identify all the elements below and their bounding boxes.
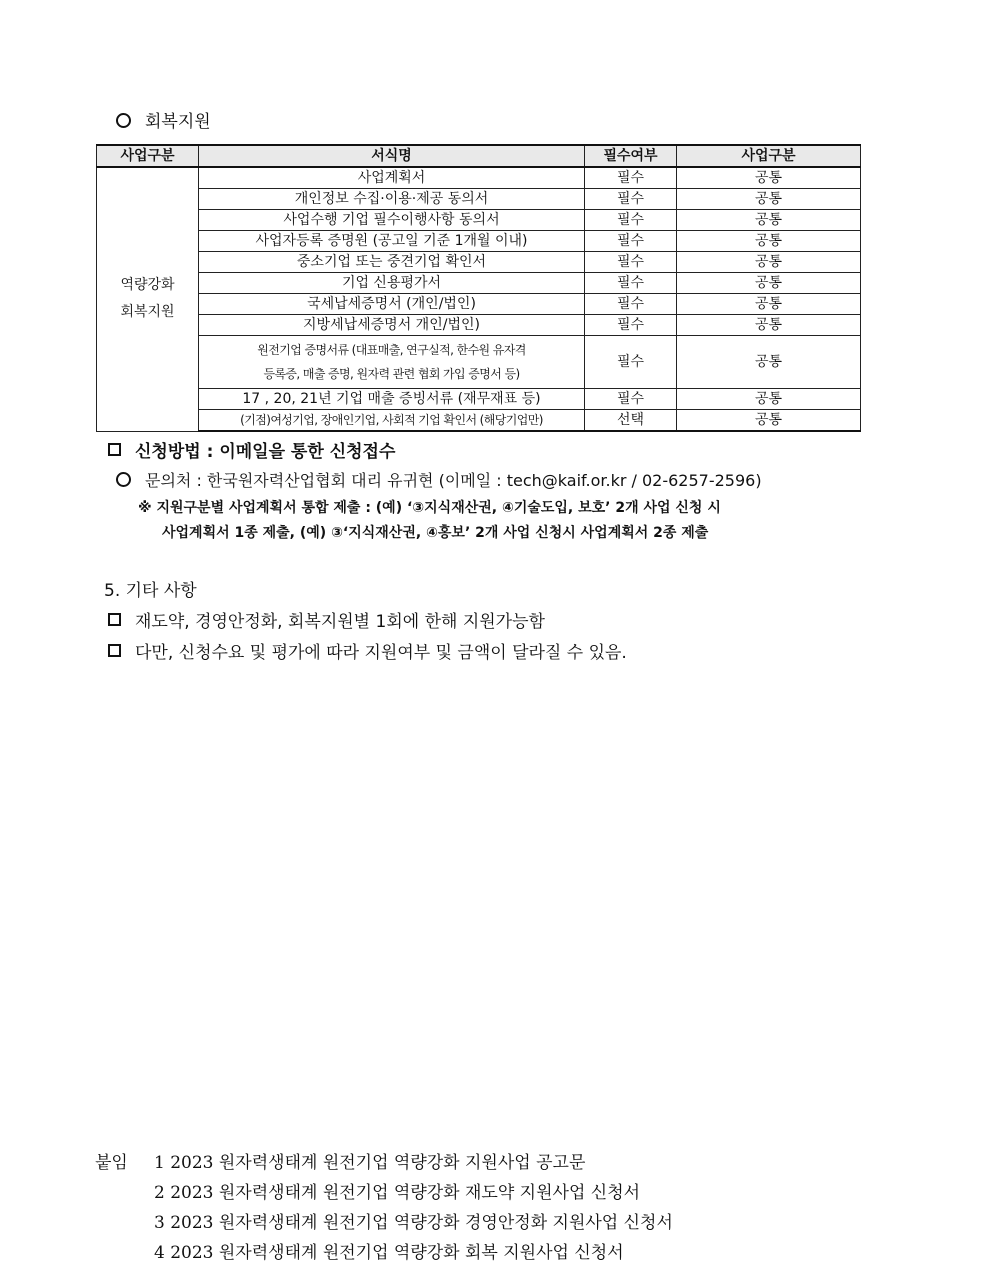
application-method-text: 신청방법 : 이메일을 통한 신청접수 <box>135 442 396 462</box>
table-row <box>97 410 861 432</box>
business-type: 공통 <box>677 189 861 210</box>
section-heading <box>116 107 211 132</box>
category-line: 회복지원 <box>120 304 175 321</box>
table-row <box>97 389 861 410</box>
section5-bullet <box>108 638 627 663</box>
table-row <box>97 167 861 189</box>
business-type: 공통 <box>677 410 861 432</box>
business-type: 공통 <box>677 294 861 315</box>
section5-bullet-text: 다만, 신청수요 및 평가에 따라 지원여부 및 금액이 달라질 수 있음. <box>135 643 627 663</box>
required-flag: 필수 <box>585 210 677 231</box>
form-name: 사업계획서 <box>199 167 585 189</box>
section5-title: 5. 기타 사항 <box>104 581 197 601</box>
form-name: 국세납세증명서 (개인/법인) <box>199 294 585 315</box>
required-flag: 필수 <box>585 336 677 389</box>
section5-bullet <box>108 607 545 632</box>
form-name: 사업수행 기업 필수이행사항 동의서 <box>199 210 585 231</box>
category-line: 역량강화 <box>120 277 175 294</box>
section5-bullet-text: 재도약, 경영안정화, 회복지원별 1회에 한해 지원가능함 <box>135 612 545 632</box>
section-title: 회복지원 <box>145 112 211 132</box>
business-type: 공통 <box>677 167 861 189</box>
required-flag: 필수 <box>585 231 677 252</box>
form-name: 중소기업 또는 중견기업 확인서 <box>199 252 585 273</box>
required-documents-table <box>96 144 861 432</box>
contact-info <box>116 468 762 491</box>
attachment-item: 1 2023 원자력생태계 원전기업 역량강화 지원사업 공고문 <box>154 1153 586 1173</box>
table-header-row <box>97 145 861 167</box>
business-type: 공통 <box>677 315 861 336</box>
form-name-line: 원전기업 증명서류 (대표매출, 연구실적, 한수원 유자격 <box>257 343 526 357</box>
table-row <box>97 252 861 273</box>
form-name: 지방세납세증명서 개인/법인) <box>199 315 585 336</box>
form-name-line: 등록증, 매출 증명, 원자력 관련 협회 가입 증명서 등) <box>263 367 520 381</box>
business-type: 공통 <box>677 252 861 273</box>
business-type: 공통 <box>677 336 861 389</box>
required-flag: 필수 <box>585 189 677 210</box>
form-name: 17 , 20, 21년 기업 매출 증빙서류 (재무재표 등) <box>199 389 585 410</box>
contact-text: 문의처 : 한국원자력산업협회 대리 유귀현 (이메일 : tech@kaif.or.kr / 02-6257-2596) <box>145 471 762 490</box>
header-required: 필수여부 <box>585 145 677 167</box>
header-business-type: 사업구분 <box>677 145 861 167</box>
business-type: 공통 <box>677 389 861 410</box>
table-row <box>97 336 861 389</box>
business-type: 공통 <box>677 231 861 252</box>
table-row <box>97 231 861 252</box>
attachment-item: 3 2023 원자력생태계 원전기업 역량강화 경영안정화 지원사업 신청서 <box>154 1213 673 1233</box>
required-flag: 필수 <box>585 389 677 410</box>
required-flag: 선택 <box>585 410 677 432</box>
square-bullet-icon <box>108 613 121 626</box>
table-row <box>97 273 861 294</box>
required-flag: 필수 <box>585 294 677 315</box>
form-name: 기업 신용평가서 <box>199 273 585 294</box>
category-cell <box>97 167 199 431</box>
attachment-item: 2 2023 원자력생태계 원전기업 역량강화 재도약 지원사업 신청서 <box>154 1183 641 1203</box>
attachments-label: 붙임 <box>95 1153 128 1173</box>
form-name: (기점)여성기업, 장애인기업, 사회적 기업 확인서 (해당기업만) <box>199 410 585 432</box>
form-name: 사업자등록 증명원 (공고일 기준 1개월 이내) <box>199 231 585 252</box>
attachment-item: 4 2023 원자력생태계 원전기업 역량강화 회복 지원사업 신청서 <box>154 1243 624 1263</box>
application-method <box>108 437 395 462</box>
table-row <box>97 210 861 231</box>
table-row <box>97 189 861 210</box>
form-name: 개인정보 수집·이용·제공 동의서 <box>199 189 585 210</box>
circle-bullet-icon <box>116 472 131 487</box>
required-flag: 필수 <box>585 315 677 336</box>
submission-note-line: 사업계획서 1종 제출, (예) ③‘지식재산권, ④홍보’ 2개 사업 신청시 사업계획서 2종 제출 <box>162 525 709 541</box>
required-flag: 필수 <box>585 167 677 189</box>
square-bullet-icon <box>108 443 121 456</box>
required-flag: 필수 <box>585 273 677 294</box>
submission-note-line: ※ 지원구분별 사업계획서 통합 제출 : (예) ‘③지식재산권, ④기술도입, 보호’ 2개 사업 신청 시 <box>138 500 721 516</box>
table-row <box>97 294 861 315</box>
table-row <box>97 315 861 336</box>
header-form-name: 서식명 <box>199 145 585 167</box>
square-bullet-icon <box>108 644 121 657</box>
form-name <box>199 336 585 389</box>
required-flag: 필수 <box>585 252 677 273</box>
business-type: 공통 <box>677 273 861 294</box>
business-type: 공통 <box>677 210 861 231</box>
circle-bullet-icon <box>116 113 131 128</box>
header-category: 사업구분 <box>97 145 199 167</box>
